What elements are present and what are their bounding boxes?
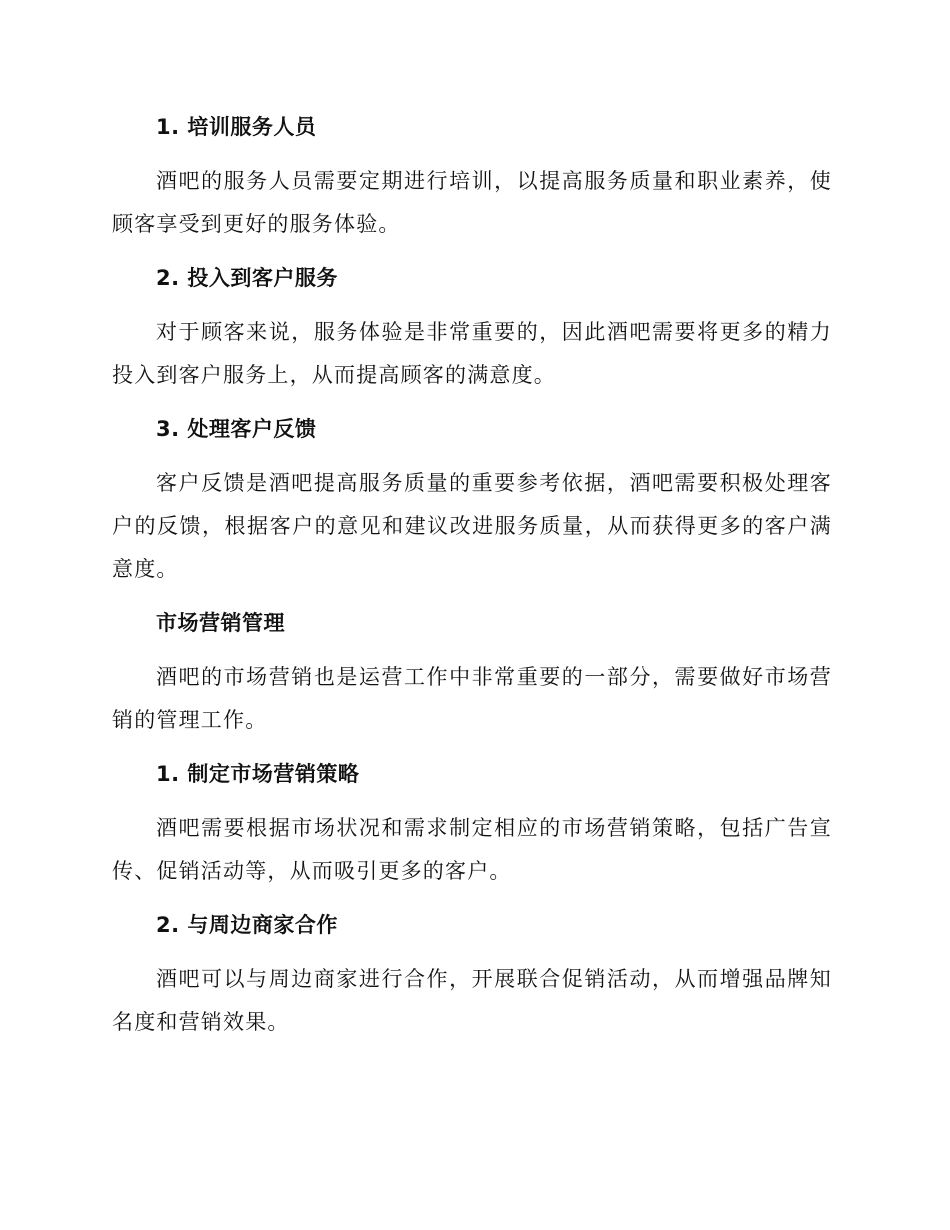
section-paragraph-customer-feedback: 客户反馈是酒吧提高服务质量的重要参考依据，酒吧需要积极处理客户的反馈，根据客户的意见和建议改进服务质量，从而获得更多的客户满意度。 xyxy=(112,471,832,581)
section-heading-customer-feedback: 3. 处理客户反馈 xyxy=(156,417,317,441)
section-paragraph-customer-service: 对于顾客来说，服务体验是非常重要的，因此酒吧需要将更多的精力投入到客户服务上，从而提高顾客的满意度。 xyxy=(112,320,832,387)
section-heading-marketing-management: 市场营销管理 xyxy=(156,611,285,635)
document-body xyxy=(112,106,832,1055)
section-heading-training-staff: 1. 培训服务人员 xyxy=(156,115,317,139)
section-heading-customer-service: 2. 投入到客户服务 xyxy=(156,266,338,290)
section-heading-marketing-strategy: 1. 制定市场营销策略 xyxy=(156,762,360,786)
section-paragraph-marketing-strategy: 酒吧需要根据市场状况和需求制定相应的市场营销策略，包括广告宣传、促销活动等，从而吸引更多的客户。 xyxy=(112,816,832,883)
section-heading-merchant-cooperation: 2. 与周边商家合作 xyxy=(156,913,338,937)
section-paragraph-marketing-management: 酒吧的市场营销也是运营工作中非常重要的一部分，需要做好市场营销的管理工作。 xyxy=(112,665,832,732)
section-paragraph-merchant-cooperation: 酒吧可以与周边商家进行合作，开展联合促销活动，从而增强品牌知名度和营销效果。 xyxy=(112,967,832,1034)
section-paragraph-training-staff: 酒吧的服务人员需要定期进行培训，以提高服务质量和职业素养，使顾客享受到更好的服务体验。 xyxy=(112,169,832,236)
